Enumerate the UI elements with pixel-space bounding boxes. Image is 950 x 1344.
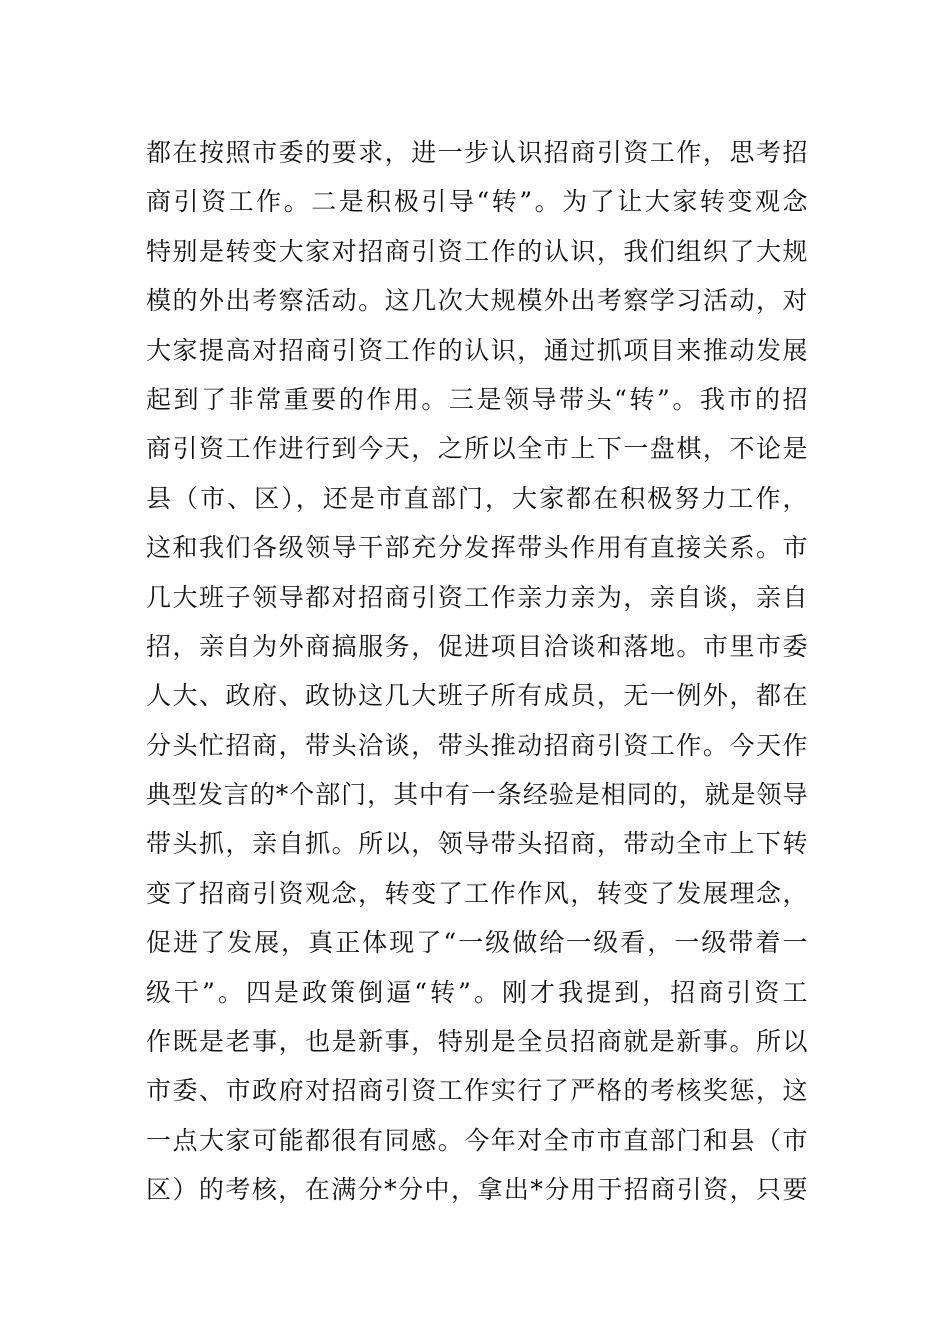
text-line: 招，亲自为外商搞服务，促进项目洽谈和落地。市里市委 (146, 631, 808, 661)
text-line: 大家提高对招商引资工作的认识，通过抓项目来推动发展 (146, 335, 808, 365)
text-line: 几大班子领导都对招商引资工作亲力亲为，亲自谈，亲自 (146, 582, 808, 612)
text-line: 典型发言的*个部门，其中有一条经验是相同的，就是领导 (146, 780, 808, 810)
text-line: 这和我们各级领导干部充分发挥带头作用有直接关系。市 (146, 533, 808, 563)
text-line: 模的外出考察活动。这几次大规模外出考察学习活动，对 (146, 286, 808, 316)
text-line: 商引资工作。二是积极引导“转”。为了让大家转变观念 (146, 187, 808, 217)
text-line: 变了招商引资观念，转变了工作作风，转变了发展理念， (146, 878, 808, 908)
text-line: 分头忙招商，带头洽谈，带头推动招商引资工作。今天作 (146, 730, 808, 760)
text-line: 一点大家可能都很有同感。今年对全市市直部门和县（市 (146, 1125, 808, 1155)
text-line: 人大、政府、政协这几大班子所有成员，无一例外，都在 (146, 681, 808, 711)
text-line: 区）的考核，在满分*分中，拿出*分用于招商引资，只要 (146, 1175, 808, 1205)
text-line: 起到了非常重要的作用。三是领导带头“转”。我市的招 (146, 384, 808, 414)
text-line: 县（市、区），还是市直部门，大家都在积极努力工作， (146, 483, 808, 513)
text-line: 特别是转变大家对招商引资工作的认识，我们组织了大规 (146, 236, 808, 266)
text-line: 带头抓，亲自抓。所以，领导带头招商，带动全市上下转 (146, 829, 808, 859)
text-line: 都在按照市委的要求，进一步认识招商引资工作，思考招 (146, 138, 808, 167)
text-line: 商引资工作进行到今天，之所以全市上下一盘棋，不论是 (146, 434, 808, 464)
text-line: 级干”。四是政策倒逼“转”。刚才我提到，招商引资工 (146, 977, 808, 1007)
text-line: 作既是老事，也是新事，特别是全员招商就是新事。所以 (146, 1027, 808, 1057)
text-line: 促进了发展，真正体现了“一级做给一级看，一级带着一 (146, 928, 808, 958)
text-line: 市委、市政府对招商引资工作实行了严格的考核奖惩，这 (146, 1076, 808, 1106)
body-text (146, 128, 808, 1215)
